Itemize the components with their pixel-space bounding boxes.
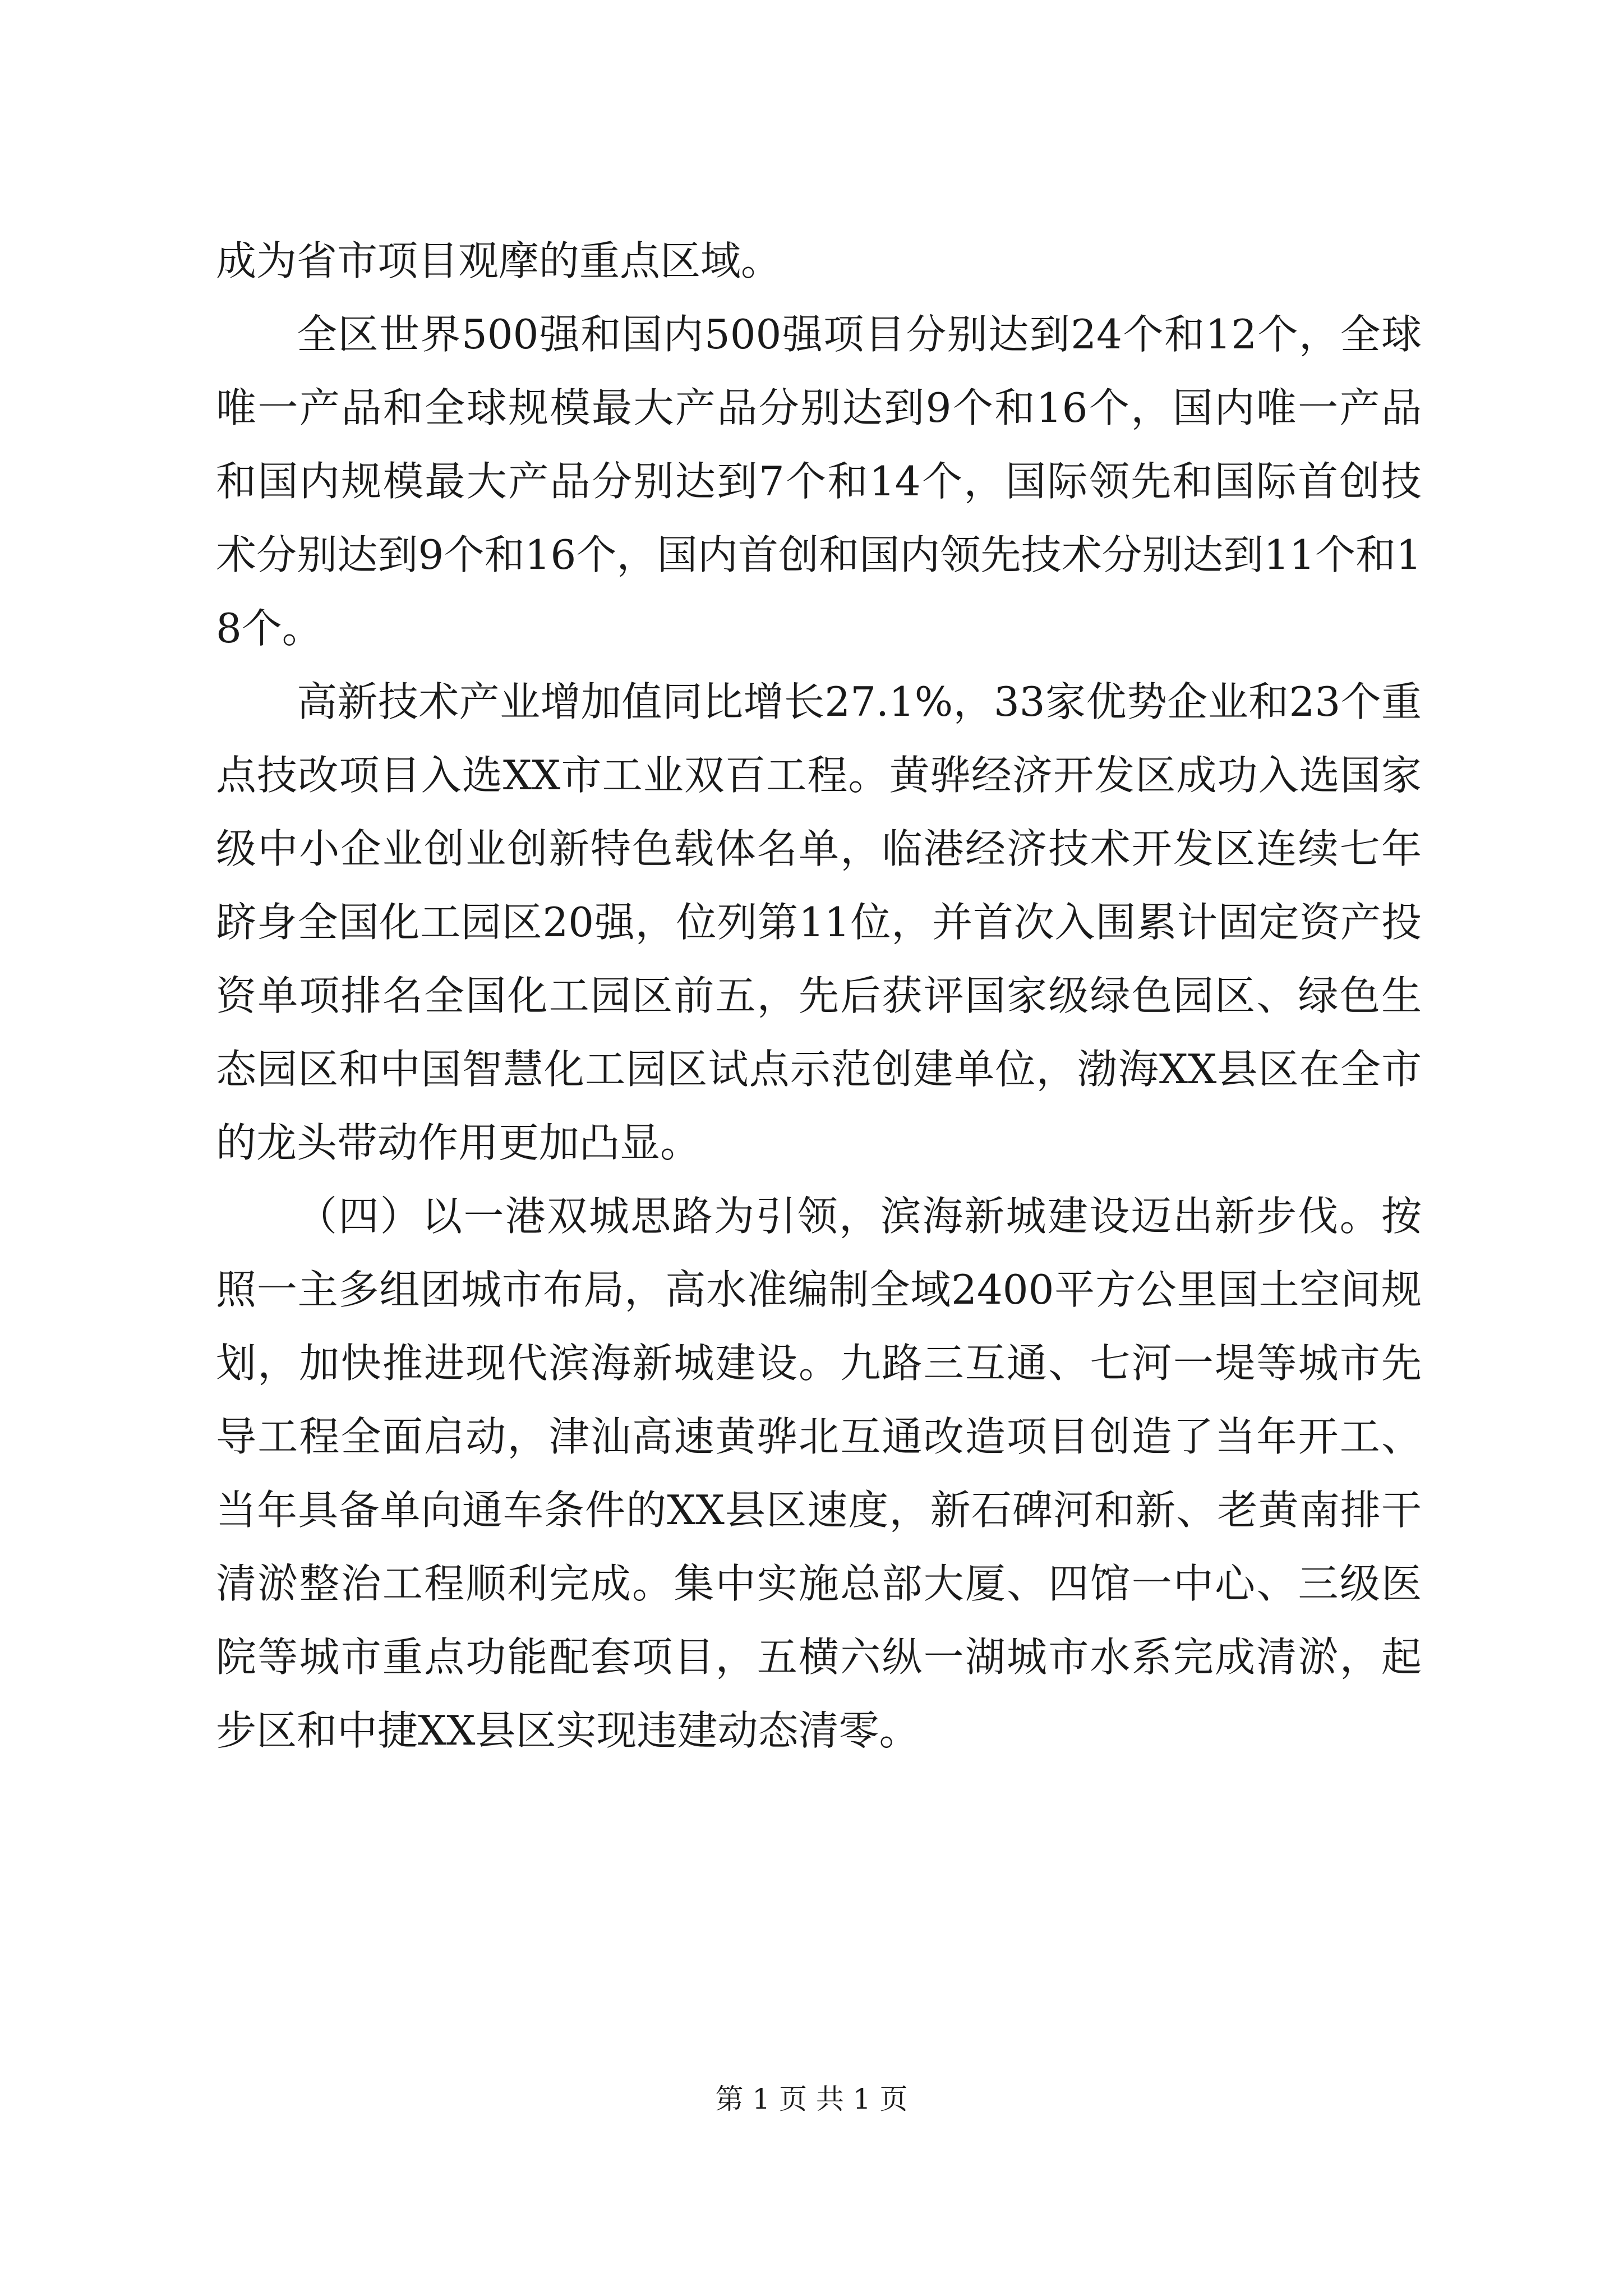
paragraph-3: 高新技术产业增加值同比增长27.1%，33家优势企业和23个重点技改项目入选XX市工业双百工程。黄骅经济开发区成功入选国家级中小企业创业创新特色载体名单，临港经济技术开发区连续七年跻身全国化工园区20强，位列第11位，并首次入围累计固定资产投资单项排名全国化工园区前五，先后获评国家级绿色园区、绿色生态园区和中国智慧化工园区试点示范创建单位，渤海XX县区在全市的龙头带动作用更加凸显。: [216, 678, 1422, 1166]
paragraph-1: 成为省市项目观摩的重点区域。: [216, 237, 782, 284]
document-body: [216, 224, 1422, 1768]
paragraph-2: 全区世界500强和国内500强项目分别达到24个和12个，全球唯一产品和全球规模最大产品分别达到9个和16个，国内唯一产品和国内规模最大产品分别达到7个和14个，国际领先和国际首创技术分别达到9个和16个，国内首创和国内领先技术分别达到11个和18个。: [216, 311, 1422, 652]
paragraph-4: （四）以一港双城思路为引领，滨海新城建设迈出新步伐。按照一主多组团城市布局，高水准编制全域2400平方公里国土空间规划，加快推进现代滨海新城建设。九路三互通、七河一堤等城市先导工程全面启动，津汕高速黄骅北互通改造项目创造了当年开工、当年具备单向通车条件的XX县区速度，新石碑河和新、老黄南排干清淤整治工程顺利完成。集中实施总部大厦、四馆一中心、三级医院等城市重点功能配套项目，五横六纵一湖城市水系完成清淤，起步区和中捷XX县区实现违建动态清零。: [216, 1193, 1422, 1754]
page-footer: 第 1 页 共 1 页: [715, 2083, 908, 2115]
